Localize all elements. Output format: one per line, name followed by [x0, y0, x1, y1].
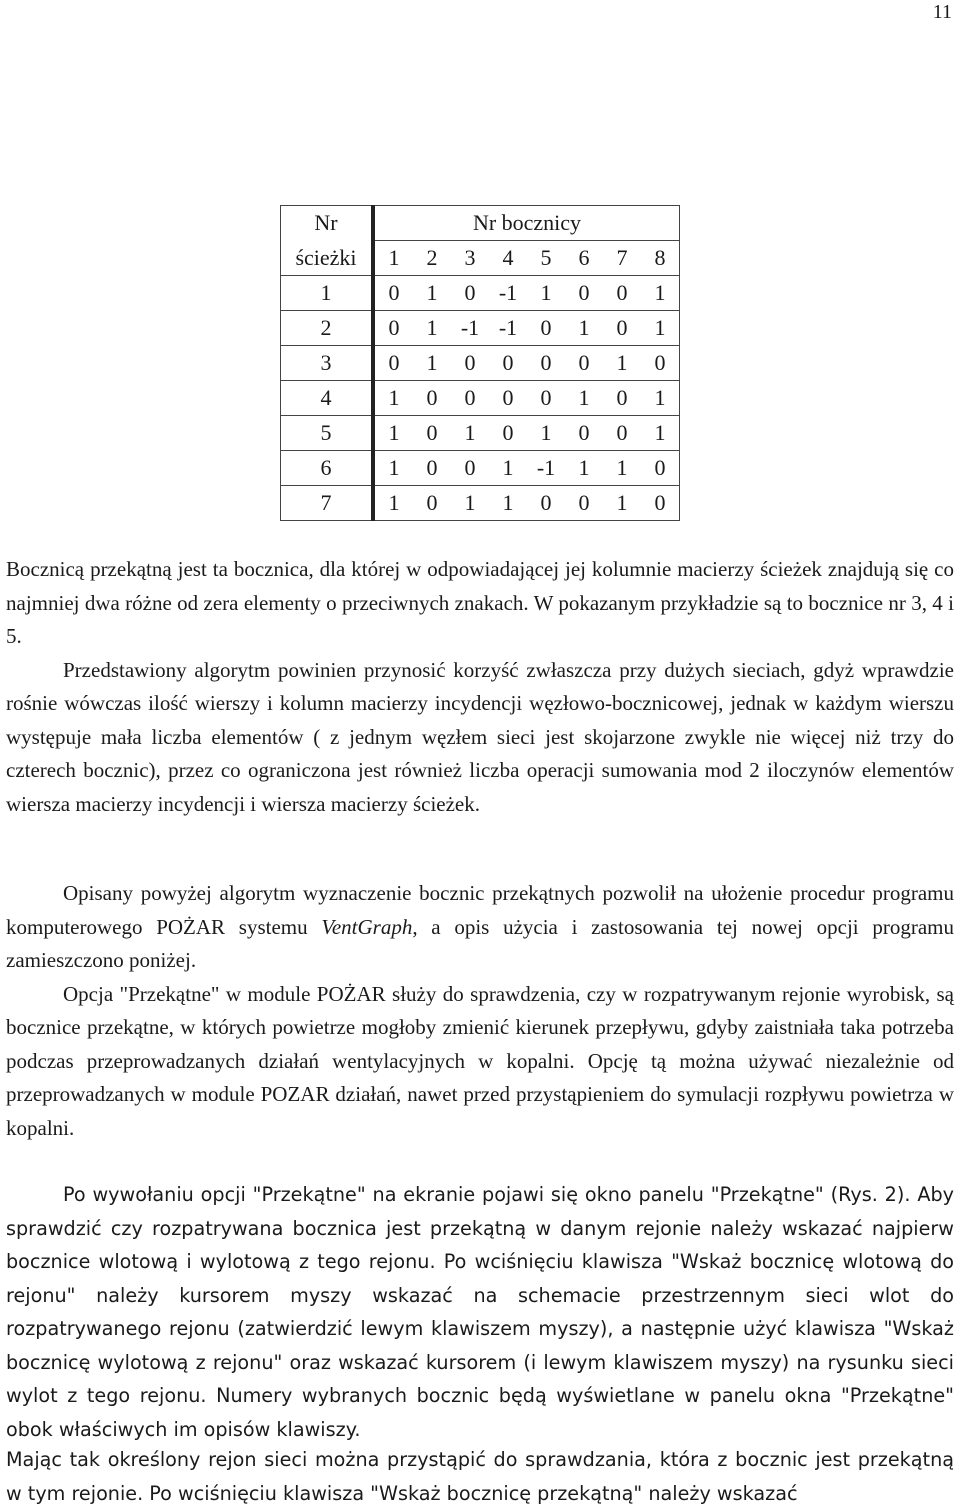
matrix-value-cell: 0	[603, 381, 641, 416]
matrix-value-cell: 1	[641, 276, 680, 311]
header-branch-nr: Nr bocznicy	[373, 206, 680, 241]
header-path-nr: Nr	[281, 206, 374, 241]
matrix-value-cell: 1	[641, 416, 680, 451]
matrix-value-cell: 0	[641, 486, 680, 521]
matrix-value-cell: 0	[413, 416, 451, 451]
matrix-value-cell: 1	[451, 416, 489, 451]
matrix-value-cell: 0	[565, 486, 603, 521]
matrix-value-cell: 0	[451, 381, 489, 416]
matrix-value-cell: 1	[413, 311, 451, 346]
path-number-cell: 1	[281, 276, 374, 311]
matrix-value-cell: 1	[603, 451, 641, 486]
matrix-value-cell: 0	[565, 346, 603, 381]
text-block-3	[6, 1178, 954, 1446]
path-number-cell: 6	[281, 451, 374, 486]
matrix-value-cell: 0	[527, 486, 565, 521]
matrix-value-cell: 1	[373, 486, 413, 521]
table-row	[281, 311, 680, 346]
matrix-value-cell: 0	[603, 311, 641, 346]
matrix-value-cell: 1	[527, 416, 565, 451]
ventgraph-name: VentGraph	[321, 914, 413, 939]
paragraph-procedure-part-b: , a opis użycia i zastosowania tej nowej opcji programu zamieszczono poniżej.	[6, 914, 954, 972]
matrix-value-cell: -1	[451, 311, 489, 346]
branch-number: 8	[641, 241, 680, 276]
matrix-value-cell: 0	[451, 346, 489, 381]
branch-number: 4	[489, 241, 527, 276]
matrix-value-cell: 0	[527, 311, 565, 346]
paragraph-diagonal-definition: Bocznicą przekątną jest ta bocznica, dla której w odpowiadającej jej kolumnie macierzy ścieżek znajdują się co najmniej dwa różne od zera elementy o przeciwnych znakach. W pokazanym przykładzie są to bocznice nr 3, 4 i 5.	[6, 557, 954, 648]
matrix-value-cell: 0	[373, 346, 413, 381]
text-block-2	[6, 877, 954, 1145]
paragraph-checking: Mając tak określony rejon sieci można przystąpić do sprawdzania, która z bocznic jest przekątną w tym rejonie. Po wciśnięciu klawisza "Wskaż bocznicę przekątną" należy wskazać	[6, 1448, 954, 1505]
matrix-value-cell: 1	[373, 451, 413, 486]
matrix-value-cell: 1	[641, 311, 680, 346]
matrix-value-cell: 1	[489, 451, 527, 486]
matrix-value-cell: 0	[603, 416, 641, 451]
paragraph-procedure-part-a: Opisany powyżej algorytm wyznaczenie bocznic przekątnych pozwolił na ułożenie procedur programu komputerowego POŻAR systemu	[6, 881, 954, 939]
text-block-4	[6, 1443, 954, 1510]
matrix-value-cell: 0	[451, 451, 489, 486]
matrix-value-cell: 0	[413, 486, 451, 521]
matrix-value-cell: 1	[527, 276, 565, 311]
matrix-value-cell: 0	[373, 276, 413, 311]
matrix-value-cell: 1	[641, 381, 680, 416]
table-row	[281, 346, 680, 381]
branch-number: 5	[527, 241, 565, 276]
matrix-value-cell: 0	[527, 346, 565, 381]
matrix-value-cell: 0	[603, 276, 641, 311]
matrix-value-cell: 1	[413, 276, 451, 311]
matrix-value-cell: -1	[489, 276, 527, 311]
matrix-value-cell: 1	[565, 311, 603, 346]
table-row	[281, 381, 680, 416]
matrix-value-cell: 0	[641, 451, 680, 486]
matrix-value-cell: 1	[373, 416, 413, 451]
matrix-value-cell: 1	[451, 486, 489, 521]
table-header-row-1	[281, 206, 680, 241]
matrix-value-cell: 0	[641, 346, 680, 381]
matrix	[280, 205, 680, 521]
matrix-value-cell: -1	[489, 311, 527, 346]
matrix-value-cell: 1	[565, 381, 603, 416]
matrix-value-cell: 0	[413, 451, 451, 486]
table-row	[281, 486, 680, 521]
matrix-value-cell: 1	[373, 381, 413, 416]
page-number: 11	[932, 1, 952, 23]
matrix-value-cell: 0	[451, 276, 489, 311]
branch-number: 3	[451, 241, 489, 276]
branch-number: 2	[413, 241, 451, 276]
matrix-value-cell: 0	[565, 276, 603, 311]
matrix-value-cell: -1	[527, 451, 565, 486]
matrix-value-cell: 1	[603, 486, 641, 521]
matrix-value-cell: 0	[489, 381, 527, 416]
matrix-value-cell: 1	[413, 346, 451, 381]
matrix-value-cell: 1	[489, 486, 527, 521]
matrix-value-cell: 1	[565, 451, 603, 486]
table-row	[281, 276, 680, 311]
branch-number: 7	[603, 241, 641, 276]
matrix-value-cell: 0	[373, 311, 413, 346]
matrix-value-cell: 0	[489, 346, 527, 381]
matrix-value-cell: 0	[413, 381, 451, 416]
path-matrix-table	[280, 205, 680, 521]
path-number-cell: 2	[281, 311, 374, 346]
table-row	[281, 451, 680, 486]
matrix-value-cell: 0	[489, 416, 527, 451]
paragraph-option-description: Opcja "Przekątne" w module POŻAR służy do sprawdzenia, czy w rozpatrywanym rejonie wyrobisk, są bocznice przekątne, w których powietrze mogłoby zmienić kierunek przepływu, gdyby zaistniała taka potrzeba podczas przeprowadzanych działań wentylacyjnych w kopalni. Opcję tą można używać niezależnie od przeprowadzanych w module POZAR działań, nawet przed przystąpieniem do symulacji rozpływu powietrza w kopalni.	[6, 981, 954, 1140]
matrix-value-cell: 1	[603, 346, 641, 381]
path-number-cell: 5	[281, 416, 374, 451]
paragraph-algorithm-benefit: Przedstawiony algorytm powinien przynosić korzyść zwłaszcza przy dużych sieciach, gdyż wprawdzie rośnie wówczas ilość wierszy i kolumn macierzy incydencji węzłowo-bocznicowej, jednak w każdym wierszu występuje mała liczba elementów ( z jednym węzłem sieci jest skojarzone zwykle nie więcej niż trzy do czterech bocznic), przez co ograniczona jest również liczba operacji sumowania mod 2 iloczynów elementów wiersza macierzy incydencji i wiersza macierzy ścieżek.	[6, 657, 954, 816]
branch-number: 1	[373, 241, 413, 276]
table-header-row-2	[281, 241, 680, 276]
matrix-value-cell: 0	[527, 381, 565, 416]
path-number-cell: 7	[281, 486, 374, 521]
paragraph-option-usage: Po wywołaniu opcji "Przekątne" na ekranie pojawi się okno panelu "Przekątne" (Rys. 2). Aby sprawdzić czy rozpatrywana bocznica jest przekątną w danym rejonie należy wskazać najpierw bocznice wlotową i wylotową z tego rejonu. Po wciśnięciu klawisza "Wskaż bocznicę wlotową do rejonu" należy kursorem myszy wskazać na schemacie przestrzennym sieci wlot do rozpatrywanego rejonu (zatwierdzić lewym klawiszem myszy), a następnie użyć klawisza "Wskaż bocznicę wylotową z rejonu" oraz wskazać kursorem (i lewym klawiszem myszy) na rysunku sieci wylot z tego rejonu. Numery wybranych bocznic będą wyświetlane w panelu okna "Przekątne" obok właściwych im opisów klawiszy.	[6, 1183, 954, 1441]
table-row	[281, 416, 680, 451]
paragraph-procedure	[6, 877, 954, 978]
path-number-cell: 3	[281, 346, 374, 381]
matrix-value-cell: 0	[565, 416, 603, 451]
text-block-1	[6, 553, 954, 821]
branch-number: 6	[565, 241, 603, 276]
header-path-label: ścieżki	[281, 241, 374, 276]
path-number-cell: 4	[281, 381, 374, 416]
